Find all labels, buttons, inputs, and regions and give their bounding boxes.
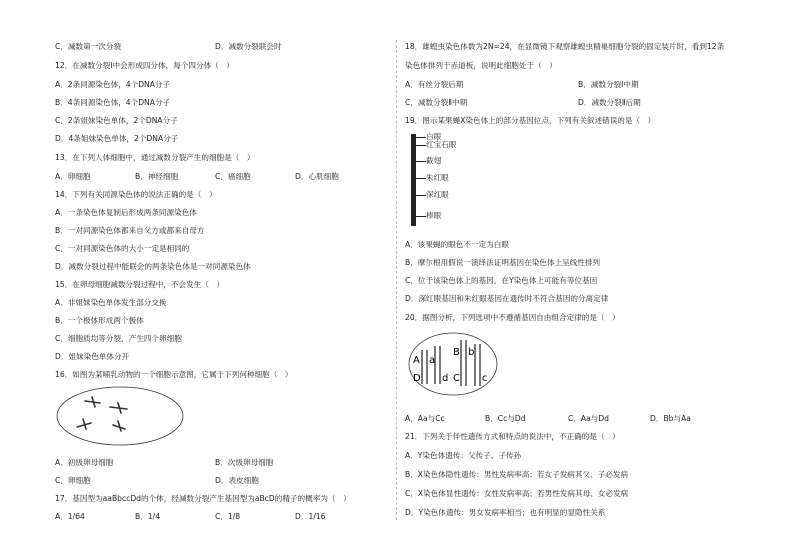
q21-option-d: D．Y染色体遗传：男女发病率相当；也有明显的显隐性关系 (405, 508, 606, 517)
q18-option-d: D．减数分裂Ⅱ后期 (578, 98, 641, 107)
q15-option-d: D．姐妹染色单体分开 (55, 352, 130, 361)
q19-option-d: D．深红眼基因和朱红眼基因在遗传时不符合基因的分离定律 (405, 294, 609, 303)
q11-option-c: C．减数第一次分裂 (55, 42, 122, 51)
q20-cell-diagram (407, 330, 499, 398)
q16-option-c: C．卵细胞 (55, 476, 91, 485)
q20-option-c: C．Aa与Dd (568, 414, 610, 423)
gene-label-deep-red-eye: 深红眼 (426, 190, 449, 199)
q12-option-c: C．2条姐妹染色单体，2个DNA分子 (55, 116, 178, 125)
q20-option-a: A．Aa与Cc (405, 414, 445, 423)
q18-option-c: C．减数分裂Ⅱ中期 (405, 98, 468, 107)
q20-label-d: d (442, 373, 449, 384)
q14-option-d: D．减数分裂过程中能联会的两条染色体是一对同源染色体 (55, 262, 251, 271)
q19-option-b: B．摩尔根用假说一演绎法证明基因在染色体上呈线性排列 (405, 258, 601, 267)
gene-label-white-eye: 白眼 (426, 132, 442, 141)
q20-option-d: D．Bb与Aa (650, 414, 691, 423)
q20-label-A: A (413, 355, 420, 366)
q20-label-B: B (453, 347, 460, 358)
q16-option-a: A．初级卵母细胞 (55, 458, 114, 467)
q16-cell-diagram (55, 385, 185, 447)
q17-option-a: A．1/64 (55, 512, 85, 521)
q19-option-c: C．位于该染色体上的基因，在Y染色体上可能有等位基因 (405, 276, 598, 285)
q21-option-a: A．Y染色体遗传：父传子、子传孙 (405, 451, 522, 460)
column-divider (396, 40, 397, 520)
q19-option-a: A．该果蝇的眼色不一定为白眼 (405, 240, 509, 249)
q17-option-c: C．1/8 (215, 512, 241, 521)
q18-stem-line2: 染色体排列于赤道板，说明此细胞处于（ ） (405, 61, 557, 70)
q20-stem: 20．据图分析，下列选项中不遵循基因自由组合定律的是（ ） (405, 313, 620, 322)
q13-stem: 13．在下列人体细胞中，通过减数分裂产生的细胞是（ ） (55, 153, 255, 162)
q13-option-d: D．心肌细胞 (295, 172, 339, 181)
q20-label-a: a (429, 355, 436, 366)
q21-option-b: B．X染色体隐性遗传：男性发病率高；若女子发病其父、子必发病 (405, 470, 629, 479)
q20-label-D: D (413, 373, 421, 384)
q13-option-c: C．癌细胞 (215, 172, 251, 181)
gene-label-cut-wing: 截翅 (426, 156, 442, 165)
q13-option-a: A．卵细胞 (55, 172, 91, 181)
q21-stem: 21．下列关于伴性遗传方式和特点的说法中，不正确的是（ ） (405, 432, 620, 441)
q16-option-d: D．表皮细胞 (215, 476, 259, 485)
q15-option-c: C．细胞质均等分裂，产生四个卵细胞 (55, 334, 182, 343)
q19-stem: 19．图示某果蝇X染色体上的部分基因位点，下列有关叙述错误的是（ ） (405, 116, 656, 125)
q17-option-b: B．1/4 (135, 512, 161, 521)
chromosome-bar (411, 134, 416, 226)
q21-option-c: C．X染色体显性遗传：女性发病率高；若男性发病其母、女必发病 (405, 489, 629, 498)
q14-option-b: B．一对同源染色体都来自父方或都来自母方 (55, 226, 205, 235)
q14-stem: 14．下列有关同源染色体的说法正确的是（ ） (55, 190, 217, 199)
q12-option-d: D．4条姐妹染色单体，2个DNA分子 (55, 134, 179, 143)
q17-option-d: D．1/16 (295, 512, 326, 521)
q17-stem: 17．基因型为aaBbccDd的个体，经减数分裂产生基因型为aBcD的精子的概率为（ ） (55, 494, 351, 503)
q12-option-a: A．2条同源染色体，4个DNA分子 (55, 80, 171, 89)
q18-option-a: A．有丝分裂后期 (405, 80, 464, 89)
q20-option-b: B．Cc与Dd (485, 414, 526, 423)
q18-stem-line1: 18．雄蝗虫染色体数为2N=24，在显微镜下观察雄蝗虫精巢细胞分裂的固定装片时，看到12条 (405, 42, 725, 51)
q14-option-a: A．一条染色体复制后形成两条同源染色体 (55, 208, 197, 217)
q20-label-c: c (482, 373, 488, 384)
gene-label-vermilion-eye: 朱红眼 (426, 173, 449, 182)
q15-stem: 15．在卵母细胞减数分裂过程中，不会发生（ ） (55, 280, 225, 289)
gene-label-bar-eye: 棒眼 (426, 211, 442, 220)
q12-stem: 12．在减数分裂Ⅰ中会形成四分体，每个四分体（ ） (55, 61, 234, 70)
q16-option-b: B．次级卵母细胞 (215, 458, 274, 467)
q15-option-b: B．一个极体形成两个极体 (55, 316, 144, 325)
q14-option-c: C．一对同源染色体的大小一定是相同的 (55, 244, 190, 253)
q18-option-b: B．减数分裂Ⅰ中期 (578, 80, 639, 89)
q11-option-d: D．减数分裂联会时 (215, 42, 282, 51)
q20-label-b: b (468, 347, 475, 358)
q20-label-C: C (453, 373, 460, 384)
gene-label-ruby-eye: 红宝石眼 (426, 140, 457, 149)
q16-stem: 16．如图为某哺乳动物的一个细胞示意图，它属于下列何种细胞（ ） (55, 370, 293, 379)
q19-chromosome-diagram (405, 132, 485, 232)
q13-option-b: B．神经细胞 (135, 172, 179, 181)
q12-option-b: B．4条同源染色体，4个DNA分子 (55, 98, 171, 107)
q15-option-a: A．非姐妹染色单体发生部分交换 (55, 298, 167, 307)
